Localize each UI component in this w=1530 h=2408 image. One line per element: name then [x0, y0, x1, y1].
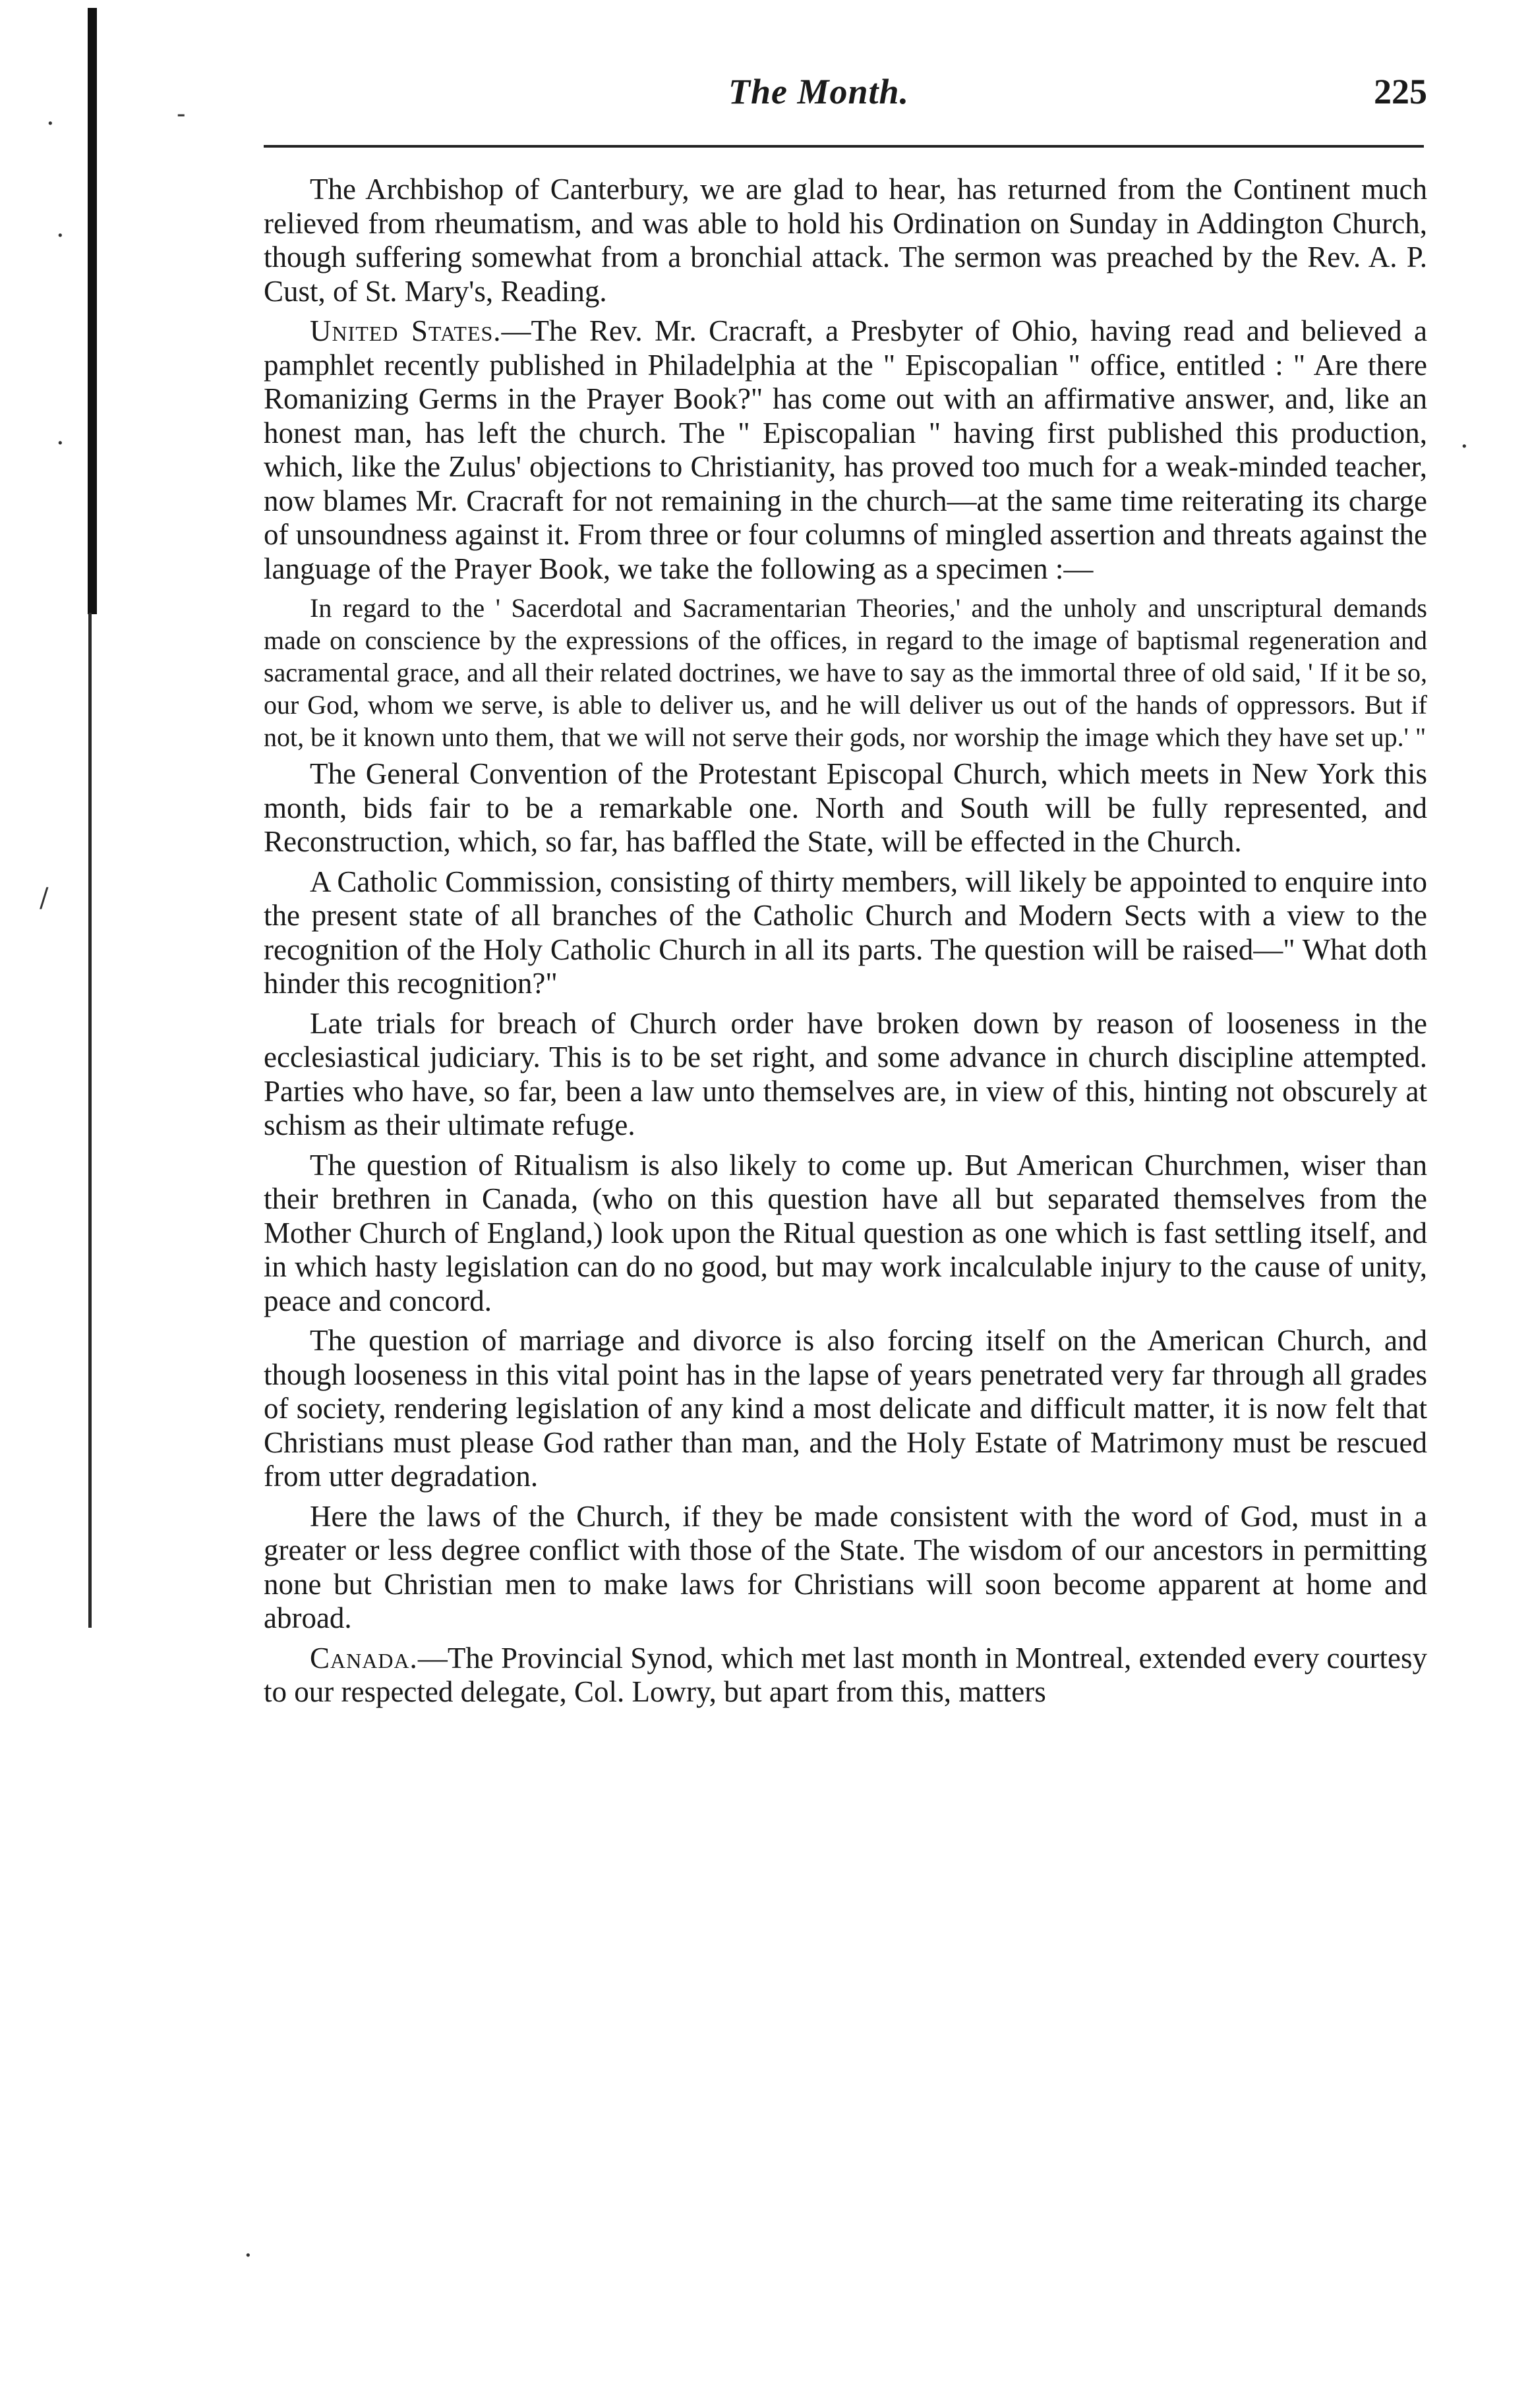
binding-shadow-lower: [88, 613, 92, 1628]
binding-shadow: [88, 8, 97, 614]
page-number: 225: [1374, 72, 1427, 111]
quote-text: In regard to the ' Sacerdotal and Sacramentarian Theories,' and the unholy and unscriptural demands made on conscience by the expressions of the offices, in regard to the image of baptismal regeneration and sacramental grace, and all their related doctrines, we have to say as the immortal three of old said, ' If it be so, our God, whom we serve, is able to deliver us, and he will deliver us out of the hands of oppressors. But if not, be it known unto them, that we will not serve their gods, nor worship the image which they have set up.' ": [264, 593, 1427, 752]
paragraph-text: Here the laws of the Church, if they be made consistent with the word of God, must in a greater or less degree conflict with those of the State. The wisdom of our ancestors in permitting none but Christian men to make laws for Christians will soon become apparent at home and abroad.: [264, 1499, 1427, 1634]
paragraph-marriage: [264, 1324, 1427, 1494]
section-lead-canada: Canada.: [310, 1641, 418, 1675]
paragraph-text: The question of Ritualism is also likely to come up. But American Churchmen, wiser than their brethren in Canada, (who on this question have all but separated themselves from the Mother Church of England,) look upon the Ritual question as one which is fast settling itself, and in which hasty legislation can do no good, but may work incalculable injury to the cause of unity, peace and concord.: [264, 1148, 1427, 1317]
margin-speck: /: [40, 883, 49, 913]
running-title: The Month.: [728, 72, 910, 111]
paragraph-text: The General Convention of the Protestant Episcopal Church, which meets in New York this month, bids fair to be a remarkable one. North and South will be fully represented, and Reconstruction, which, so far, has baffled the State, will be effected in the Church.: [264, 757, 1427, 858]
paragraph-text: A Catholic Commission, consisting of thirty members, will likely be appointed to enquire into the present state of all branches of the Catholic Church and Modern Sects with a view to the recognition of the Holy Catholic Church in all its parts. The question will be raised—" What doth hinder this recognition?": [264, 865, 1427, 1000]
margin-speck: ·: [56, 428, 65, 459]
paragraph-text: —The Provincial Synod, which met last month in Montreal, extended every courtesy to our respected delegate, Col. Lowry, but apart from this, matters: [264, 1641, 1427, 1708]
article-body: [264, 173, 1427, 1715]
block-quote: [264, 592, 1427, 753]
margin-speck: ·: [46, 109, 55, 139]
margin-speck: ·: [56, 221, 65, 251]
paragraph-text: —The Rev. Mr. Cracraft, a Presbyter of Ohio, having read and believed a pamphlet recently published in Philadelphia at the " Episcopalian " office, entitled : " Are there Romanizing Germs in the Prayer Book?" has come out with an affirmative answer, and, like an honest man, has left the church. The " Episcopalian " having first published this production, which, like the Zulus' objections to Christianity, has proved too much for a weak-minded teacher, now blames Mr. Cracraft for not remaining in the church—at the same time reiterating its charge of unsoundness against it. From three or four columns of mingled assertion and threats against the language of the Prayer Book, we take the following as a specimen :—: [264, 314, 1427, 585]
header-rule: [264, 145, 1424, 148]
paragraph-catholic-commission: [264, 865, 1427, 1001]
section-lead-united-states: United States.: [310, 314, 502, 347]
margin-speck: ·: [244, 2241, 252, 2271]
margin-speck: ·: [1460, 432, 1469, 462]
margin-speck: -: [177, 99, 186, 129]
paragraph-united-states: [264, 314, 1427, 586]
paragraph-ritualism: [264, 1149, 1427, 1319]
paragraph-late-trials: [264, 1007, 1427, 1143]
paragraph-canada: [264, 1642, 1427, 1709]
paragraph-general-convention: [264, 757, 1427, 859]
running-header: [260, 71, 1427, 130]
paragraph-laws: [264, 1500, 1427, 1636]
paragraph-text: The Archbishop of Canterbury, we are glad to hear, has returned from the Continent much relieved from rheumatism, and was able to hold his Ordination on Sunday in Addington Church, though suffering somewhat from a bronchial attack. The sermon was preached by the Rev. A. P. Cust, of St. Mary's, Reading.: [264, 173, 1427, 308]
paragraph-text: The question of marriage and divorce is also forcing itself on the American Church, and though looseness in this vital point has in the lapse of years penetrated very far through all grades of society, rendering legislation of any kind a most delicate and difficult matter, it is now felt that Christians must please God rather than man, and the Holy Estate of Matrimony must be rescued from utter degradation.: [264, 1324, 1427, 1493]
paragraph-text: Late trials for breach of Church order have broken down by reason of looseness in the ecclesiastical judiciary. This is to be set right, and some advance in church discipline attempted. Parties who have, so far, been a law unto themselves are, in view of this, hinting not obscurely at schism as their ultimate refuge.: [264, 1006, 1427, 1141]
paragraph-archbishop: [264, 173, 1427, 308]
